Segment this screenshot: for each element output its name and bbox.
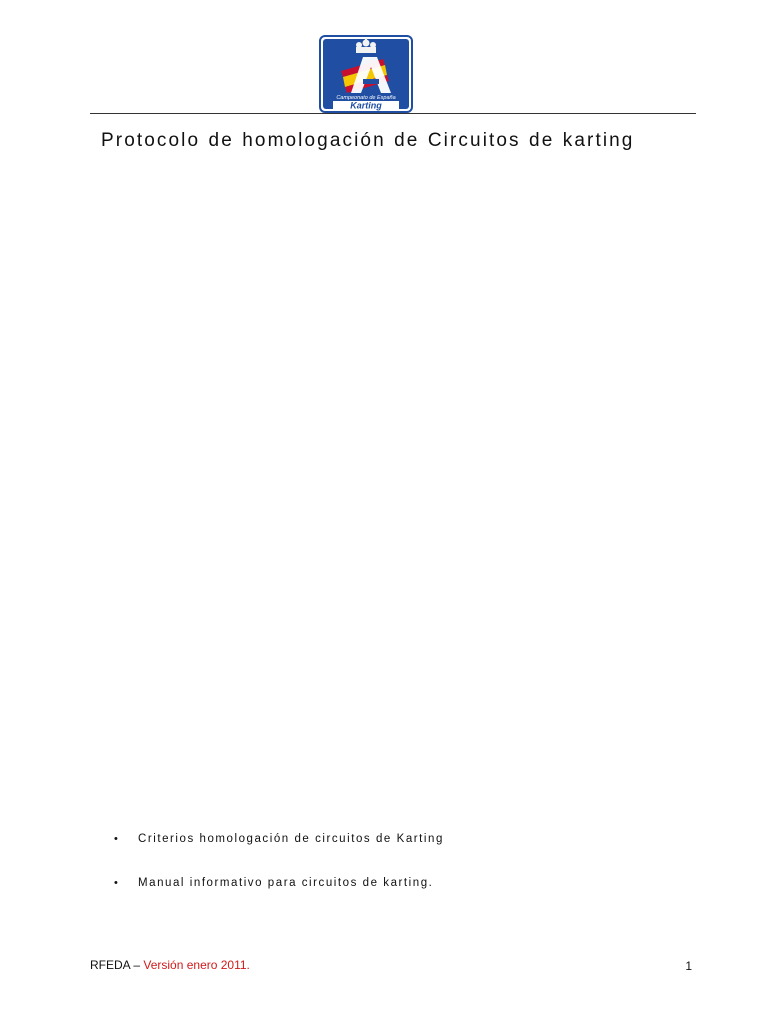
championship-logo [319,35,413,113]
document-title: Protocolo de homologación de Circuitos de karting [101,130,635,151]
footer-version-line [90,958,250,972]
karting-logo-graphic [319,35,413,113]
list-item [114,874,444,918]
bullet-icon: • [114,877,118,889]
list-item-text: Manual informativo para circuitos de karting. [138,877,434,889]
list-item-text: Criterios homologación de circuitos de Karting [138,833,444,845]
footer-version: Versión enero 2011. [143,958,250,972]
header-divider [90,113,696,114]
list-item [114,830,444,874]
page-number: 1 [685,959,692,973]
footer-separator: – [130,958,144,972]
bullet-icon: • [114,833,118,845]
logo-subtitle: Campeonato de España [336,95,396,101]
contents-list [114,830,444,918]
footer-org: RFEDA [90,958,131,972]
logo-wordmark: Karting [350,100,382,111]
